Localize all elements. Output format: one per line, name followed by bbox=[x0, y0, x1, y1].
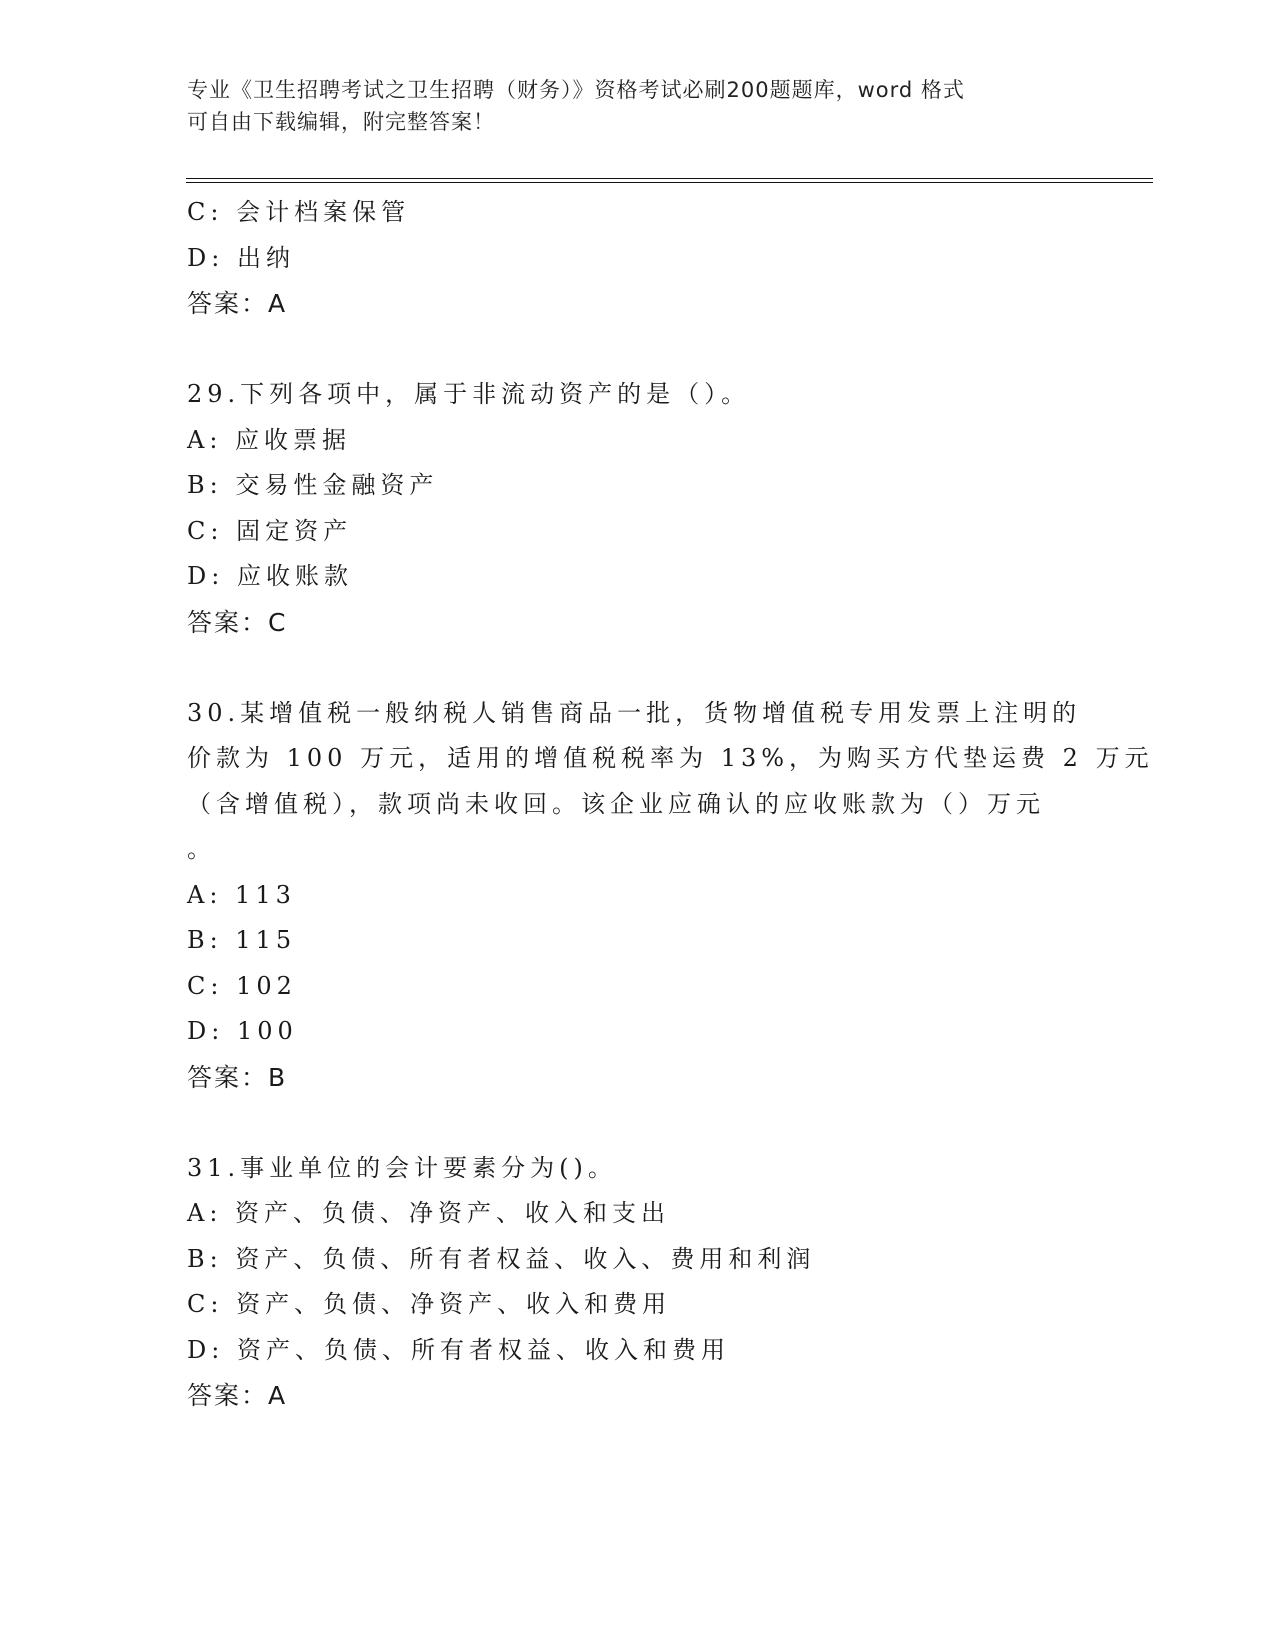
option-c: C: 102 bbox=[187, 971, 297, 1000]
answer-line: 答案：A bbox=[187, 1381, 288, 1410]
header-divider-top bbox=[186, 178, 1153, 179]
spacer bbox=[187, 645, 1107, 691]
option-d: D: 资产、负债、所有者权益、收入和费用 bbox=[187, 1335, 730, 1364]
question-29 bbox=[187, 372, 1107, 645]
stem-line: 价款为 100 万元，适用的增值税税率为 13%，为购买方代垫运费 2 万元 bbox=[187, 744, 1154, 772]
option-a: A: 资产、负债、净资产、收入和支出 bbox=[187, 1199, 671, 1227]
answer-line: 答案：C bbox=[187, 607, 288, 637]
option-c: C: 会计档案保管 bbox=[187, 198, 411, 226]
document-header bbox=[187, 74, 1087, 138]
option-b: B: 交易性金融资产 bbox=[187, 471, 439, 499]
answer-line: 答案：A bbox=[187, 289, 288, 318]
option-a: A: 应收票据 bbox=[187, 425, 352, 454]
stem-line: 31.事业单位的会计要素分为()。 bbox=[187, 1153, 617, 1182]
stem-line: 30.某增值税一般纳税人销售商品一批，货物增值税专用发票上注明的 bbox=[187, 698, 1082, 727]
stem-line: （含增值税），款项尚未收回。该企业应确认的应收账款为（）万元 bbox=[187, 789, 1045, 818]
question-stem bbox=[187, 372, 1107, 418]
question-28-tail bbox=[187, 190, 1107, 327]
option-c: C: 固定资产 bbox=[187, 516, 353, 545]
header-line-1: 专业《卫生招聘考试之卫生招聘（财务）》资格考试必刷200题题库，word 格式 bbox=[187, 78, 965, 102]
question-stem bbox=[187, 691, 1154, 873]
option-d: D: 出纳 bbox=[187, 243, 295, 272]
option-d: D: 应收账款 bbox=[187, 562, 353, 590]
option-b: B: 资产、负债、所有者权益、收入、费用和利润 bbox=[187, 1244, 816, 1273]
question-31 bbox=[187, 1146, 1107, 1419]
question-stem bbox=[187, 1146, 1107, 1192]
spacer bbox=[187, 1100, 1107, 1146]
option-d: D: 100 bbox=[187, 1017, 298, 1045]
option-c: C: 资产、负债、净资产、收入和费用 bbox=[187, 1290, 672, 1318]
spacer bbox=[187, 327, 1107, 373]
stem-line: 。 bbox=[187, 835, 216, 863]
header-divider-bottom bbox=[186, 182, 1153, 183]
question-30 bbox=[187, 691, 1154, 1101]
option-b: B: 115 bbox=[187, 926, 297, 954]
option-a: A: 113 bbox=[187, 880, 296, 909]
question-list bbox=[187, 190, 1154, 1419]
header-line-2: 可自由下载编辑，附完整答案！ bbox=[187, 110, 495, 134]
answer-line: 答案：B bbox=[187, 1062, 288, 1092]
stem-line: 29.下列各项中，属于非流动资产的是（）。 bbox=[187, 380, 751, 408]
